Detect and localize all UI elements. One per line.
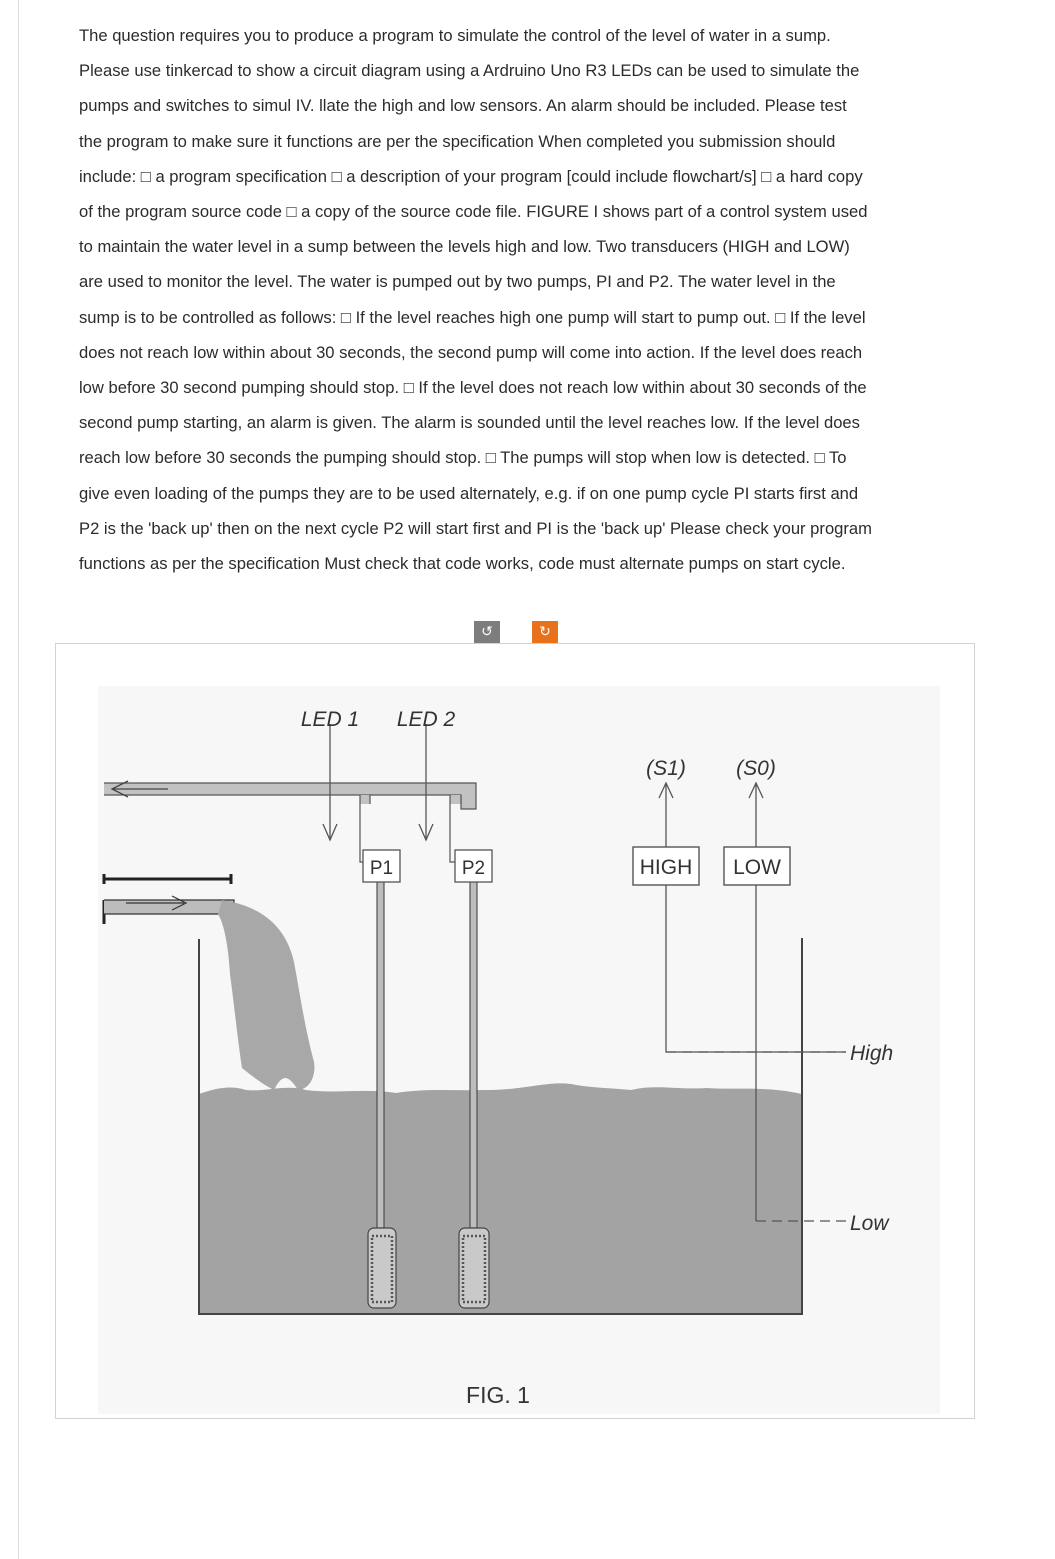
question-line: include: □ a program specification □ a description of your program [could include flowchart/s] □ a hard copy (79, 166, 863, 186)
rotate-clockwise-icon[interactable]: ↻ (532, 621, 558, 643)
question-line: sump is to be controlled as follows: □ If the level reaches high one pump will start to pump out. □ If the level (79, 307, 866, 327)
page-left-border (18, 0, 19, 1559)
low-level-label: Low (850, 1212, 889, 1235)
figure-caption: FIG. 1 (466, 1382, 530, 1408)
question-line: are used to monitor the level. The water is pumped out by two pumps, PI and P2. The water level in the (79, 272, 836, 292)
sump-water (199, 1083, 802, 1314)
p2-label: P2 (461, 858, 486, 879)
low-sensor-label: LOW (733, 856, 781, 879)
p1-label: P1 (369, 858, 394, 879)
led2-label: LED 2 (396, 708, 456, 731)
question-line: the program to make sure it functions are per the specification When completed you submission should (79, 131, 836, 151)
question-line: to maintain the water level in a sump between the levels high and low. Two transducers (HIGH and LOW) (79, 237, 850, 257)
question-line: of the program source code □ a copy of the source code file. FIGURE I shows part of a control system used (79, 202, 868, 222)
question-line: does not reach low within about 30 seconds, the second pump will come into action. If the level does reach (79, 342, 863, 362)
figure-image (55, 643, 975, 1419)
question-line: The question requires you to produce a program to simulate the control of the level of water in a sump. (79, 26, 831, 45)
question-line: functions as per the specification Must check that code works, code must alternate pumps on start cycle. (79, 554, 846, 574)
question-line: P2 is the 'back up' then on the next cycle P2 will start first and PI is the 'back up' Please check your program (79, 518, 872, 538)
high-level-label: High (850, 1042, 894, 1065)
question-line: low before 30 second pumping should stop. □ If the level does not reach low within about 30 seconds of the (79, 378, 867, 398)
s1-label: (S1) (646, 757, 686, 780)
rotate-counterclockwise-icon[interactable]: ↺ (474, 621, 500, 643)
question-line: give even loading of the pumps they are to be used alternately, e.g. if on one pump cycle PI starts first and (79, 483, 859, 503)
question-line: reach low before 30 seconds the pumping should stop. □ The pumps will stop when low is detected. □ To (79, 448, 847, 468)
led1-label: LED 1 (300, 708, 360, 731)
question-line: Please use tinkercad to show a circuit diagram using a Ardruino Uno R3 LEDs can be used to simulate the (79, 61, 860, 81)
question-line: second pump starting, an alarm is given. The alarm is sounded until the level reaches low. If the level does (79, 413, 860, 433)
s0-label: (S0) (736, 757, 776, 780)
high-sensor-label: HIGH (639, 856, 693, 879)
question-line: pumps and switches to simul IV. llate the high and low sensors. An alarm should be included. Please test (79, 96, 847, 116)
question-text (79, 18, 929, 581)
